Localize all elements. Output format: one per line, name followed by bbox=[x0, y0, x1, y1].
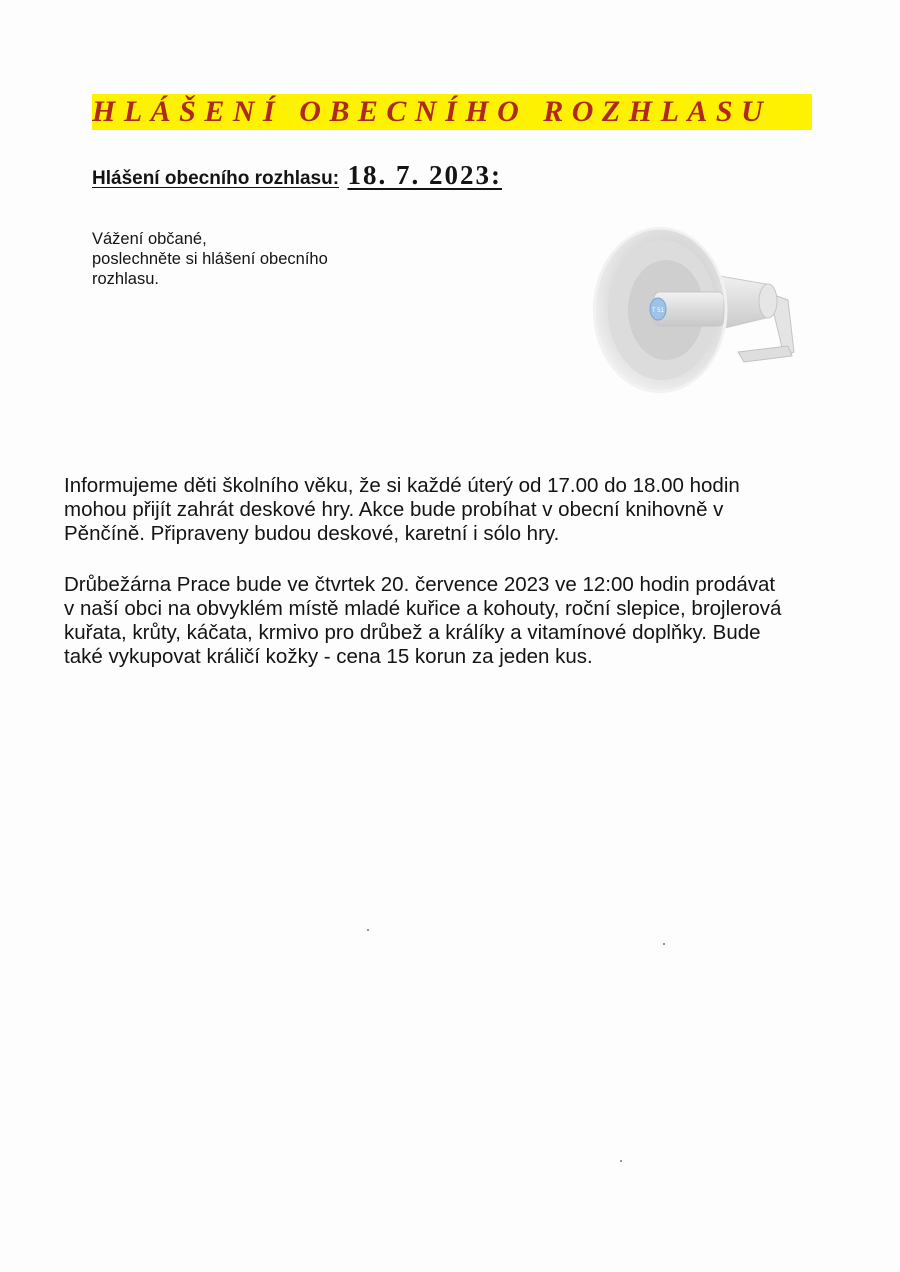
paragraph-line: Informujeme děti školního věku, že si každé úterý od 17.00 do 18.00 hodin bbox=[64, 474, 740, 497]
paragraph-line: v naší obci na obvyklém místě mladé kuřice a kohouty, roční slepice, brojlerová bbox=[64, 597, 782, 620]
greeting-line: rozhlasu. bbox=[92, 270, 159, 288]
scan-speck bbox=[620, 1160, 622, 1162]
announcement-date-line bbox=[92, 160, 502, 195]
paragraph-line: kuřata, krůty, káčata, krmivo pro drůbež a králíky a vitamínové doplňky. Bude bbox=[64, 621, 761, 644]
greeting-line: Vážení občané, bbox=[92, 230, 207, 248]
paragraph-line: také vykupovat králičí kožky - cena 15 korun za jeden kus. bbox=[64, 645, 593, 668]
poultry-sale-paragraph bbox=[64, 573, 844, 669]
date-label: Hlášení obecního rozhlasu: bbox=[92, 168, 340, 189]
scan-speck bbox=[367, 929, 369, 931]
speaker-label: T 51 bbox=[652, 308, 664, 314]
paragraph-line: Drůbežárna Prace bude ve čtvrtek 20. července 2023 ve 12:00 hodin prodávat bbox=[64, 573, 776, 596]
greeting-line: poslechněte si hlášení obecního bbox=[92, 250, 328, 268]
date-value: 18. 7. 2023: bbox=[347, 160, 502, 190]
paragraph-line: Pěnčíně. Připraveny budou deskové, karetní i sólo hry. bbox=[64, 522, 560, 545]
board-games-paragraph bbox=[64, 474, 844, 546]
scan-speck bbox=[663, 943, 665, 945]
page-title: HLÁŠENÍ OBECNÍHO ROZHLASU bbox=[92, 95, 772, 128]
paragraph-line: mohou přijít zahrát deskové hry. Akce bude probíhat v obecní knihovně v bbox=[64, 498, 724, 521]
greeting bbox=[92, 229, 412, 289]
loudspeaker-horn-icon bbox=[588, 222, 803, 402]
